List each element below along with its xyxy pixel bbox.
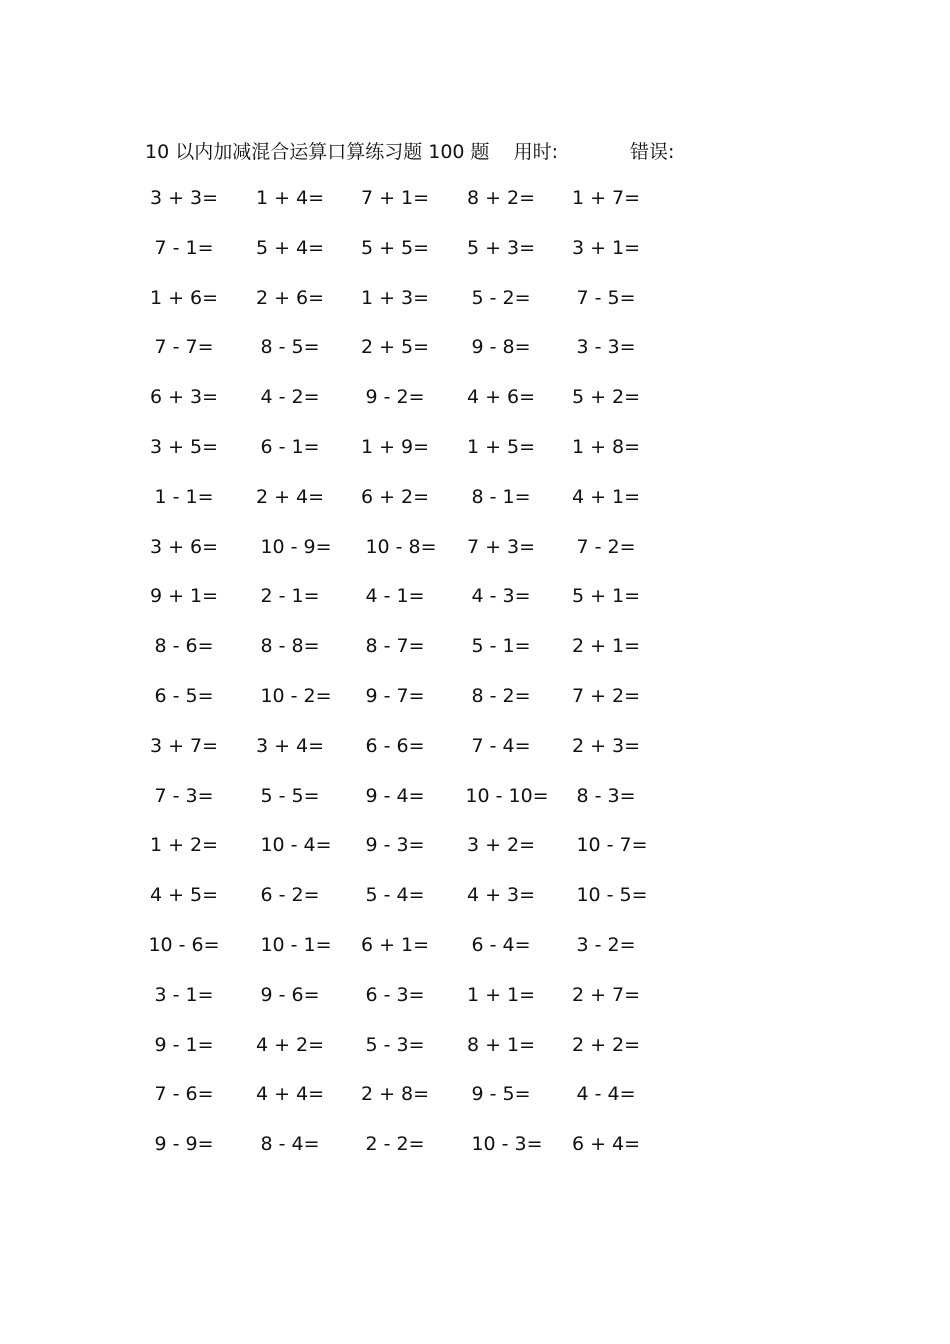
problem-item: 10 - 5=: [576, 884, 648, 907]
problem-item: 2 + 1=: [571, 635, 641, 658]
problem-item: 5 + 1=: [571, 585, 641, 608]
problem-item: 4 - 3=: [471, 585, 531, 608]
problem-item: 9 - 5=: [471, 1083, 531, 1106]
problem-item: 1 + 9=: [360, 436, 430, 458]
problem-item: 1 - 1=: [154, 485, 214, 508]
problem-item: 2 + 2=: [571, 1033, 641, 1056]
problem-item: 4 + 4=: [255, 1083, 325, 1106]
problem-item: 2 + 3=: [571, 734, 641, 757]
problem-item: 2 - 2=: [365, 1133, 425, 1156]
problem-item: 3 + 7=: [149, 734, 219, 757]
problem-item: 6 - 5=: [154, 685, 214, 707]
problem-item: 4 + 5=: [149, 884, 219, 907]
problem-item: 6 + 2=: [360, 485, 430, 508]
problem-item: 6 - 3=: [365, 983, 425, 1006]
problem-item: 1 + 2=: [149, 834, 219, 857]
problem-item: 9 - 1=: [154, 1033, 214, 1056]
error-label: 错误:: [629, 141, 675, 163]
worksheet-title: 10 以内加减混合运算口算练习题 100 题: [145, 141, 490, 163]
problem-item: 7 - 3=: [154, 784, 214, 807]
problem-item: 9 - 8=: [471, 336, 531, 359]
problem-item: 7 + 3=: [466, 535, 536, 558]
problem-item: 5 - 4=: [365, 884, 425, 907]
problem-item: 4 + 1=: [571, 485, 641, 508]
problem-item: 4 - 4=: [576, 1083, 636, 1106]
problem-item: 1 + 3=: [360, 286, 430, 309]
problem-item: 5 - 5=: [260, 784, 320, 807]
problem-item: 1 + 8=: [571, 436, 641, 458]
problem-item: 6 + 4=: [571, 1133, 641, 1156]
problem-item: 6 + 3=: [149, 386, 219, 409]
problem-item: 9 - 3=: [365, 834, 425, 857]
problem-item: 6 + 1=: [360, 934, 430, 956]
problem-item: 3 + 4=: [255, 734, 325, 757]
problem-item: 8 + 2=: [466, 187, 536, 209]
problem-item: 10 - 1=: [260, 934, 332, 956]
problem-item: 5 + 5=: [360, 236, 430, 259]
problem-item: 6 - 4=: [471, 934, 531, 956]
problem-item: 6 - 2=: [260, 884, 320, 907]
problem-item: 1 + 4=: [255, 187, 325, 209]
problem-item: 5 + 3=: [466, 236, 536, 259]
problem-item: 6 - 6=: [365, 734, 425, 757]
problem-item: 7 - 4=: [471, 734, 531, 757]
problem-item: 10 - 6=: [148, 934, 220, 956]
problem-item: 9 - 7=: [365, 685, 425, 707]
problem-item: 4 + 3=: [466, 884, 536, 907]
problem-item: 7 - 1=: [154, 236, 214, 259]
problem-item: 8 - 2=: [471, 685, 531, 707]
problem-item: 2 + 7=: [571, 983, 641, 1006]
problem-item: 9 - 4=: [365, 784, 425, 807]
problem-item: 1 + 1=: [466, 983, 536, 1006]
problem-item: 2 + 8=: [360, 1083, 430, 1106]
problem-item: 7 + 1=: [360, 187, 430, 209]
problem-item: 7 - 7=: [154, 336, 214, 359]
problem-item: 2 + 4=: [255, 485, 325, 508]
problem-item: 2 + 6=: [255, 286, 325, 309]
problem-item: 3 - 1=: [154, 983, 214, 1006]
problem-item: 10 - 3=: [471, 1133, 543, 1156]
problem-item: 9 - 2=: [365, 386, 425, 409]
problem-item: 5 - 3=: [365, 1033, 425, 1056]
problem-item: 1 + 7=: [571, 187, 641, 209]
problem-item: 3 + 5=: [149, 436, 219, 458]
problem-item: 8 - 1=: [471, 485, 531, 508]
problem-item: 1 + 6=: [149, 286, 219, 309]
problem-item: 8 + 1=: [466, 1033, 536, 1056]
problem-item: 10 - 9=: [260, 535, 332, 558]
problem-item: 7 - 6=: [154, 1083, 214, 1106]
problem-item: 4 - 1=: [365, 585, 425, 608]
problem-item: 3 + 2=: [466, 834, 536, 857]
problem-item: 7 + 2=: [571, 685, 641, 707]
problem-item: 5 - 1=: [471, 635, 531, 658]
problem-item: 7 - 5=: [576, 286, 636, 309]
problem-item: 3 + 6=: [149, 535, 219, 558]
problem-item: 8 - 6=: [154, 635, 214, 658]
problem-item: 10 - 4=: [260, 834, 332, 857]
problem-item: 8 - 5=: [260, 336, 320, 359]
problem-item: 3 - 2=: [576, 934, 636, 956]
problem-item: 2 + 5=: [360, 336, 430, 359]
problem-item: 3 + 3=: [149, 187, 219, 209]
problem-item: 8 - 7=: [365, 635, 425, 658]
problem-item: 8 - 4=: [260, 1133, 320, 1156]
problem-item: 3 - 3=: [576, 336, 636, 359]
problem-item: 9 + 1=: [149, 585, 219, 608]
problem-item: 5 - 2=: [471, 286, 531, 309]
problem-item: 10 - 10=: [465, 784, 549, 807]
problem-item: 5 + 2=: [571, 386, 641, 409]
problem-item: 8 - 3=: [576, 784, 636, 807]
problem-item: 6 - 1=: [260, 436, 320, 458]
problem-item: 4 - 2=: [260, 386, 320, 409]
problem-item: 5 + 4=: [255, 236, 325, 259]
problem-item: 10 - 7=: [576, 834, 648, 857]
problem-item: 8 - 8=: [260, 635, 320, 658]
problem-item: 9 - 9=: [154, 1133, 214, 1156]
problem-item: 1 + 5=: [466, 436, 536, 458]
problem-item: 4 + 6=: [466, 386, 536, 409]
problem-item: 3 + 1=: [571, 236, 641, 259]
problem-item: 7 - 2=: [576, 535, 636, 558]
problem-item: 10 - 8=: [365, 535, 437, 558]
problem-item: 9 - 6=: [260, 983, 320, 1006]
problem-item: 10 - 2=: [260, 685, 332, 707]
problem-item: 2 - 1=: [260, 585, 320, 608]
problem-item: 4 + 2=: [255, 1033, 325, 1056]
time-label: 用时:: [513, 141, 558, 163]
